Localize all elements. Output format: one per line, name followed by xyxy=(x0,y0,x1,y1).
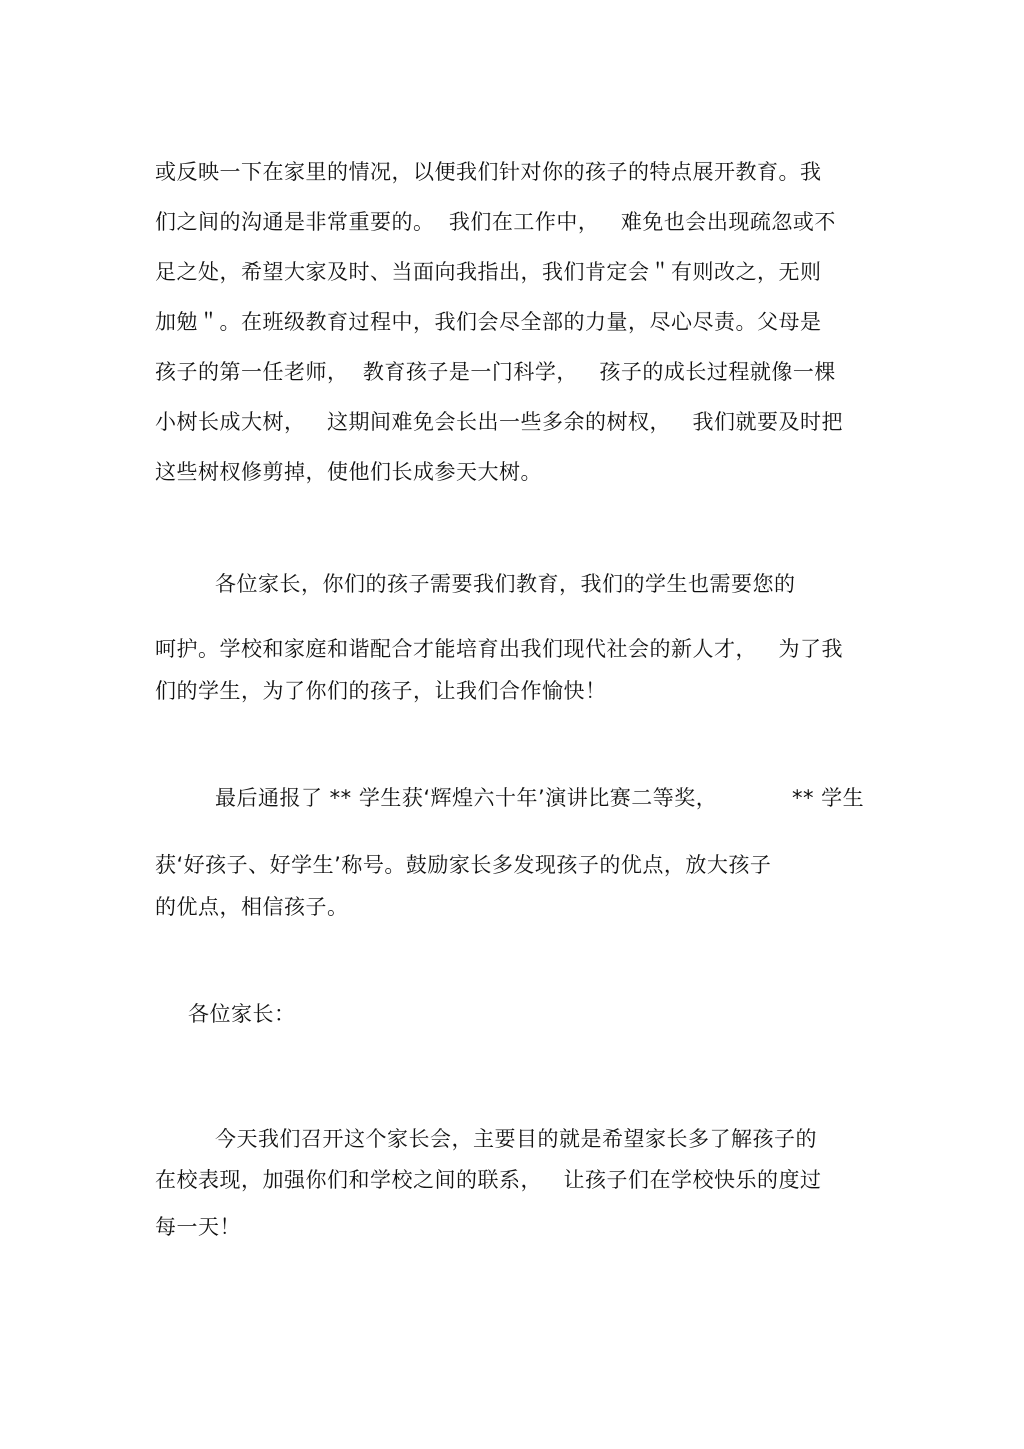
paragraph-1-line-2: 们之间的沟通是非常重要的。 我们在工作中， 难免也会出现疏忽或不 xyxy=(155,210,836,234)
paragraph-4-line-2: 在校表现，加强你们和学校之间的联系， 让孩子们在学校快乐的度过 xyxy=(155,1168,822,1192)
paragraph-1-line-3: 足之处，希望大家及时、当面向我指出，我们肯定会＂有则改之，无则 xyxy=(155,260,822,284)
paragraph-3-line-3: 的优点，相信孩子。 xyxy=(155,895,349,919)
paragraph-3-line-2: 获‘好孩子、好学生’称号。鼓励家长多发现孩子的优点，放大孩子 xyxy=(155,853,772,877)
paragraph-3-line-1-left: 最后通报了 ** 学生获‘辉煌六十年’演讲比赛二等奖， xyxy=(215,786,718,810)
paragraph-2-line-2: 呵护。学校和家庭和谐配合才能培育出我们现代社会的新人才， 为了我 xyxy=(155,637,844,661)
paragraph-2-line-1: 各位家长，你们的孩子需要我们教育，我们的学生也需要您的 xyxy=(215,572,796,596)
paragraph-1-line-6: 小树长成大树， 这期间难免会长出一些多余的树杈， 我们就要及时把 xyxy=(155,410,844,434)
paragraph-1-line-1: 或反映一下在家里的情况，以便我们针对你的孩子的特点展开教育。我 xyxy=(155,160,822,184)
paragraph-3-line-1-right: ** 学生 xyxy=(792,786,865,810)
paragraph-1-line-5: 孩子的第一任老师， 教育孩子是一门科学， 孩子的成长过程就像一棵 xyxy=(155,360,836,384)
paragraph-4-line-1: 今天我们召开这个家长会，主要目的就是希望家长多了解孩子的 xyxy=(215,1127,817,1151)
paragraph-1-line-7: 这些树杈修剪掉，使他们长成参天大树。 xyxy=(155,460,542,484)
salutation: 各位家长： xyxy=(188,1002,296,1026)
paragraph-1-line-4: 加勉＂。在班级教育过程中，我们会尽全部的力量，尽心尽责。父母是 xyxy=(155,310,822,334)
paragraph-4-line-3: 每一天！ xyxy=(155,1215,241,1239)
paragraph-2-line-3: 们的学生，为了你们的孩子，让我们合作愉快！ xyxy=(155,679,607,703)
